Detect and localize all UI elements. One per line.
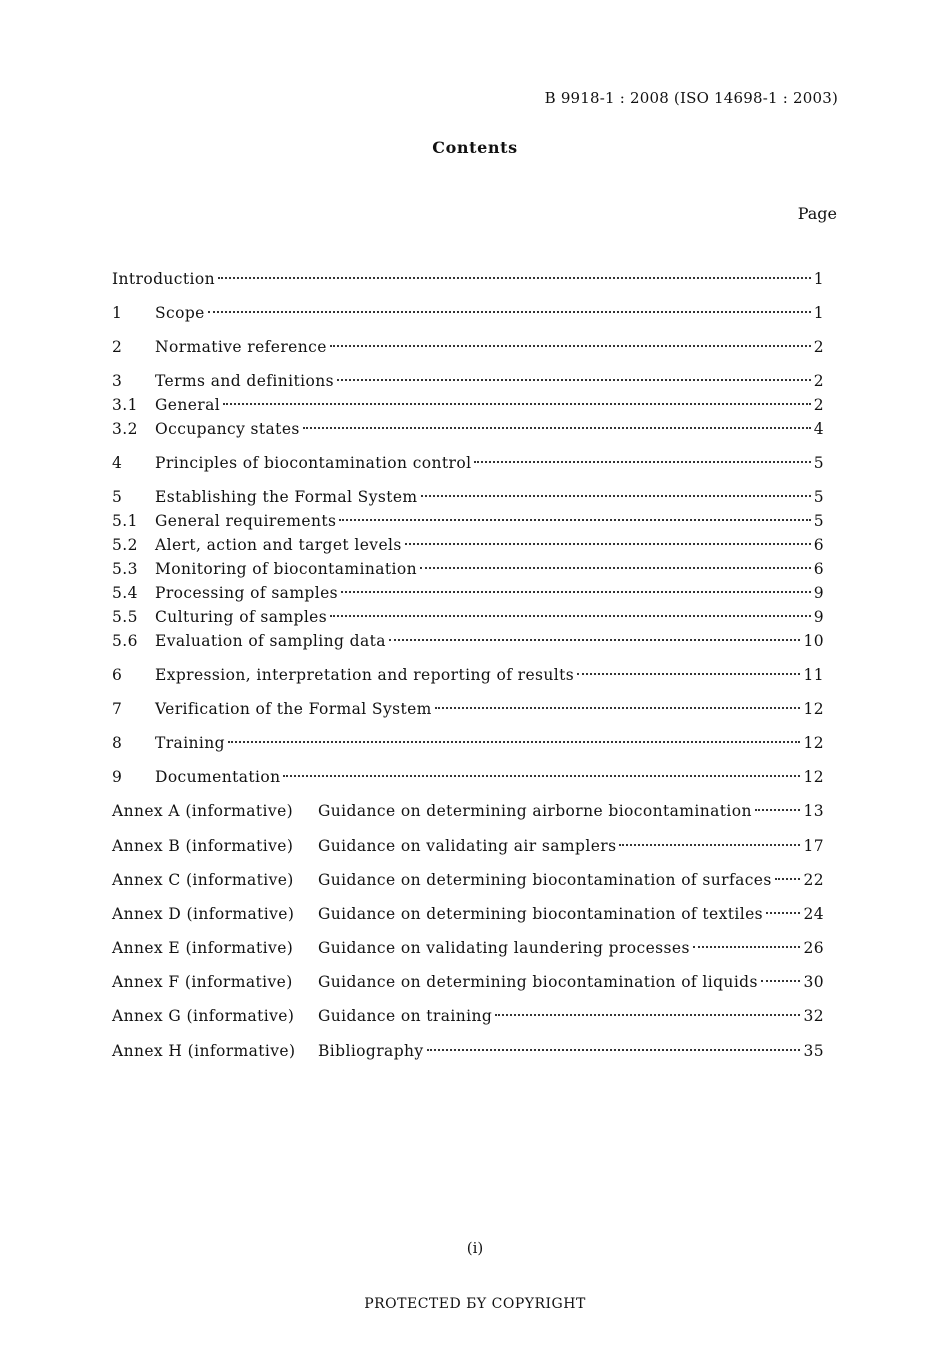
toc-entry-page: 2 [813, 337, 824, 356]
toc-entry-number: 3 [112, 371, 123, 390]
toc-entry-title: Introduction [112, 269, 215, 288]
toc-entry-title: Guidance on validating air samplers [318, 836, 617, 855]
toc-entry-page: 30 [803, 972, 824, 991]
toc-entry-page: 13 [803, 801, 824, 820]
toc-entry-page: 22 [803, 870, 824, 889]
toc-entry-title: Training [155, 733, 225, 752]
toc-entry-title: Normative reference [155, 337, 327, 356]
toc-entry-title: Guidance on determining biocontamination of textiles [318, 904, 764, 923]
leader-dots [619, 828, 800, 846]
toc-entry-title: Scope [155, 303, 205, 322]
toc-entry-1 [112, 300, 824, 324]
leader-dots [303, 411, 811, 429]
toc-entry-title: General requirements [155, 511, 337, 530]
toc-entry-title: Principles of biocontamination control [155, 453, 472, 472]
toc-entry-page: 12 [803, 767, 824, 786]
toc-entry-number: 4 [112, 453, 123, 472]
toc-entry-title: Guidance on determining biocontamination of surfaces [318, 870, 772, 889]
toc-entry-page: 11 [803, 665, 824, 684]
toc-entry-page: 10 [803, 631, 824, 650]
toc-entry-page: 5 [813, 487, 824, 506]
leader-dots [223, 387, 811, 405]
toc-entry-page: 32 [803, 1006, 824, 1025]
toc-entry-annex-b [112, 833, 824, 857]
toc-entry-number: 5.4 [112, 583, 138, 602]
toc-entry-page: 6 [813, 559, 824, 578]
leader-dots [577, 657, 800, 675]
toc-entry-number: 3.2 [112, 419, 138, 438]
toc-entry-title: Verification of the Formal System [155, 699, 432, 718]
annex-label: Annex H (informative) [112, 1041, 296, 1060]
toc-entry-2 [112, 334, 824, 358]
toc-entry-page: 2 [813, 395, 824, 414]
toc-entry-title: Bibliography [318, 1041, 424, 1060]
leader-dots [420, 551, 811, 569]
copyright-notice: PROTECTED БY COPYRIGHT [364, 1296, 586, 1312]
toc-entry-title: Guidance on determining biocontamination of liquids [318, 972, 758, 991]
toc-entry-introduction [112, 266, 824, 290]
toc-entry-page: 17 [803, 836, 824, 855]
toc-entry-page: 26 [803, 938, 824, 957]
leader-dots [755, 793, 801, 811]
toc-entry-title: Establishing the Formal System [155, 487, 418, 506]
toc-entry-page: 12 [803, 733, 824, 752]
toc-entry-page: 5 [813, 511, 824, 530]
toc-entry-page: 35 [803, 1041, 824, 1060]
leader-dots [330, 599, 811, 617]
leader-dots [693, 930, 801, 948]
toc-entry-annex-d [112, 901, 824, 925]
toc-entry-page: 24 [803, 904, 824, 923]
toc-entry-9 [112, 764, 824, 788]
annex-label: Annex G (informative) [112, 1006, 295, 1025]
toc-entry-page: 9 [813, 607, 824, 626]
toc-entry-number: 7 [112, 699, 123, 718]
leader-dots [474, 445, 810, 463]
leader-dots [427, 1033, 801, 1051]
leader-dots [495, 998, 800, 1016]
toc-entry-8 [112, 730, 824, 754]
toc-entry-title: Monitoring of biocontamination [155, 559, 417, 578]
toc-entry-6 [112, 662, 824, 686]
toc-entry-5-6 [112, 628, 824, 652]
toc-entry-title: Terms and definitions [155, 371, 334, 390]
leader-dots [208, 295, 811, 313]
leader-dots [435, 691, 801, 709]
toc-entry-page: 1 [813, 303, 824, 322]
toc-entry-title: Evaluation of sampling data [155, 631, 386, 650]
toc-entry-annex-f [112, 969, 824, 993]
toc-entry-title: Guidance on determining airborne biocontamination [318, 801, 752, 820]
toc-entry-number: 5.5 [112, 607, 138, 626]
annex-label: Annex E (informative) [112, 938, 294, 957]
toc-entry-title: Guidance on training [318, 1006, 493, 1025]
toc-entry-page: 6 [813, 535, 824, 554]
toc-entry-number: 1 [112, 303, 123, 322]
annex-label: Annex A (informative) [112, 801, 294, 820]
toc-entry-number: 6 [112, 665, 123, 684]
toc-entry-number: 5.6 [112, 631, 138, 650]
toc-entry-page: 12 [803, 699, 824, 718]
toc-entry-number: 9 [112, 767, 123, 786]
toc-entry-number: 5.1 [112, 511, 138, 530]
leader-dots [228, 725, 800, 743]
toc-entry-page: 4 [813, 419, 824, 438]
leader-dots [337, 363, 811, 381]
toc-entry-page: 9 [813, 583, 824, 602]
toc-entry-number: 2 [112, 337, 123, 356]
toc-entry-number: 5 [112, 487, 123, 506]
leader-dots [339, 503, 810, 521]
toc-entry-title: Expression, interpretation and reporting of results [155, 665, 575, 684]
page-title: Contents [432, 138, 518, 157]
leader-dots [761, 964, 801, 982]
toc-entry-3-2 [112, 416, 824, 440]
leader-dots [421, 479, 811, 497]
annex-label: Annex D (informative) [112, 904, 295, 923]
leader-dots [389, 623, 801, 641]
toc-entry-number: 8 [112, 733, 123, 752]
annex-label: Annex B (informative) [112, 836, 294, 855]
toc-entry-number: 5.3 [112, 559, 138, 578]
toc-entry-annex-e [112, 935, 824, 959]
toc-entry-annex-a [112, 798, 824, 822]
toc-entry-number: 3.1 [112, 395, 138, 414]
toc-entry-4 [112, 450, 824, 474]
leader-dots [283, 759, 800, 777]
page-column-label: Page [797, 204, 837, 223]
toc-entry-page: 5 [813, 453, 824, 472]
annex-label: Annex F (informative) [112, 972, 293, 991]
toc-entry-title: Guidance on validating laundering processes [318, 938, 690, 957]
toc-entry-number: 5.2 [112, 535, 138, 554]
toc-entry-title: Documentation [155, 767, 281, 786]
standard-number: B 9918-1 : 2008 (ISO 14698-1 : 2003) [544, 89, 838, 107]
leader-dots [218, 261, 811, 279]
toc-entry-title: General [155, 395, 221, 414]
toc-entry-annex-c [112, 867, 824, 891]
toc-entry-annex-h [112, 1038, 824, 1062]
leader-dots [330, 329, 811, 347]
toc-entry-page: 2 [813, 371, 824, 390]
toc-entry-annex-g [112, 1003, 824, 1027]
toc-entry-title: Culturing of samples [155, 607, 328, 626]
annex-label: Annex C (informative) [112, 870, 294, 889]
leader-dots [775, 862, 801, 880]
leader-dots [341, 575, 811, 593]
footer-page-number: (i) [466, 1239, 484, 1257]
toc-entry-title: Processing of samples [155, 583, 339, 602]
toc-entry-title: Alert, action and target levels [155, 535, 402, 554]
toc-entry-7 [112, 696, 824, 720]
toc-entry-page: 1 [813, 269, 824, 288]
toc-entry-title: Occupancy states [155, 419, 300, 438]
leader-dots [766, 896, 800, 914]
leader-dots [405, 527, 811, 545]
